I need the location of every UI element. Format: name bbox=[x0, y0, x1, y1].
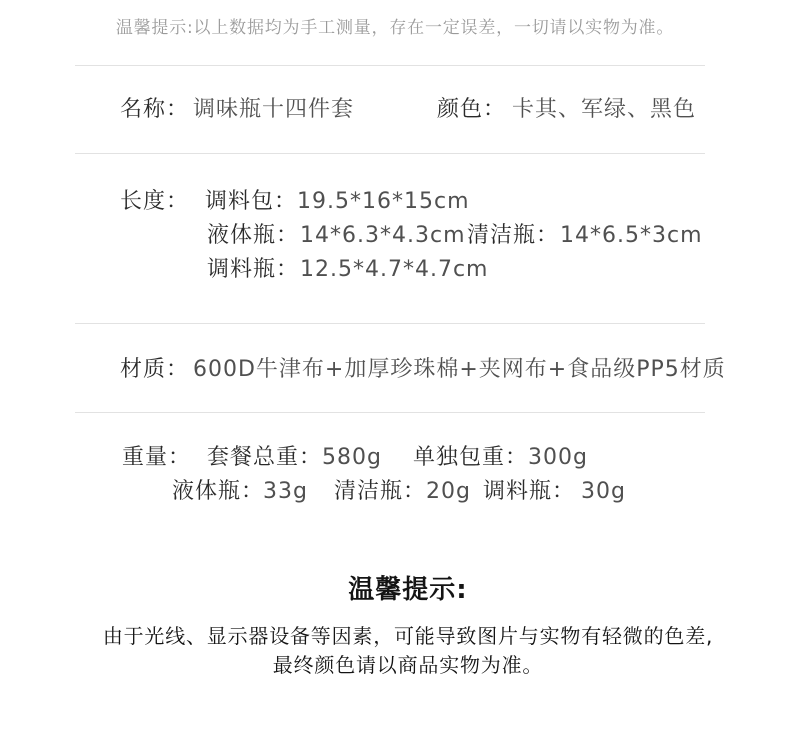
length-item-value: 19.5*16*15cm bbox=[297, 189, 470, 214]
divider bbox=[75, 323, 705, 324]
divider bbox=[75, 65, 705, 66]
length-item-label: 调料瓶： bbox=[207, 257, 300, 282]
measurement-notice: 温馨提示:以上数据均为手工测量，存在一定误差，一切请以实物为准。 bbox=[115, 18, 675, 38]
weight-item-label: 清洁瓶： bbox=[334, 479, 427, 504]
material-label: 材质： bbox=[120, 357, 190, 382]
material-value: 600D牛津布+加厚珍珠棉+夹网布+食品级PP5材质 bbox=[193, 357, 726, 382]
weight-item-value: 20g bbox=[426, 479, 471, 504]
length-item-value: 12.5*4.7*4.7cm bbox=[300, 257, 489, 282]
weight-item-label: 液体瓶： bbox=[172, 479, 265, 504]
name-value: 调味瓶十四件套 bbox=[193, 97, 355, 122]
color-value: 卡其、军绿、黑色 bbox=[512, 97, 697, 122]
length-item-value: 14*6.3*4.3cm bbox=[300, 223, 466, 248]
divider bbox=[75, 153, 705, 154]
tips-line: 由于光线、显示器设备等因素，可能导致图片与实物有轻微的色差, bbox=[102, 624, 714, 648]
weight-label: 重量： bbox=[122, 445, 192, 470]
tips-line: 最终颜色请以商品实物为准。 bbox=[272, 653, 544, 677]
weight-item-value: 580g bbox=[322, 445, 382, 470]
divider bbox=[75, 412, 705, 413]
weight-item-value: 33g bbox=[263, 479, 308, 504]
name-label: 名称： bbox=[120, 97, 190, 122]
length-label: 长度： bbox=[120, 189, 190, 214]
length-item-label: 调料包： bbox=[205, 189, 298, 214]
weight-item-label: 调料瓶： bbox=[483, 479, 576, 504]
color-label: 颜色： bbox=[437, 97, 507, 122]
weight-item-label: 单独包重： bbox=[413, 445, 529, 470]
weight-item-label: 套餐总重： bbox=[207, 445, 323, 470]
length-item-value: 14*6.5*3cm bbox=[560, 223, 703, 248]
length-item-label: 液体瓶： bbox=[207, 223, 300, 248]
weight-item-value: 300g bbox=[528, 445, 588, 470]
length-item-label: 清洁瓶： bbox=[467, 223, 560, 248]
tips-title: 温馨提示: bbox=[348, 575, 468, 605]
weight-item-value: 30g bbox=[581, 479, 626, 504]
